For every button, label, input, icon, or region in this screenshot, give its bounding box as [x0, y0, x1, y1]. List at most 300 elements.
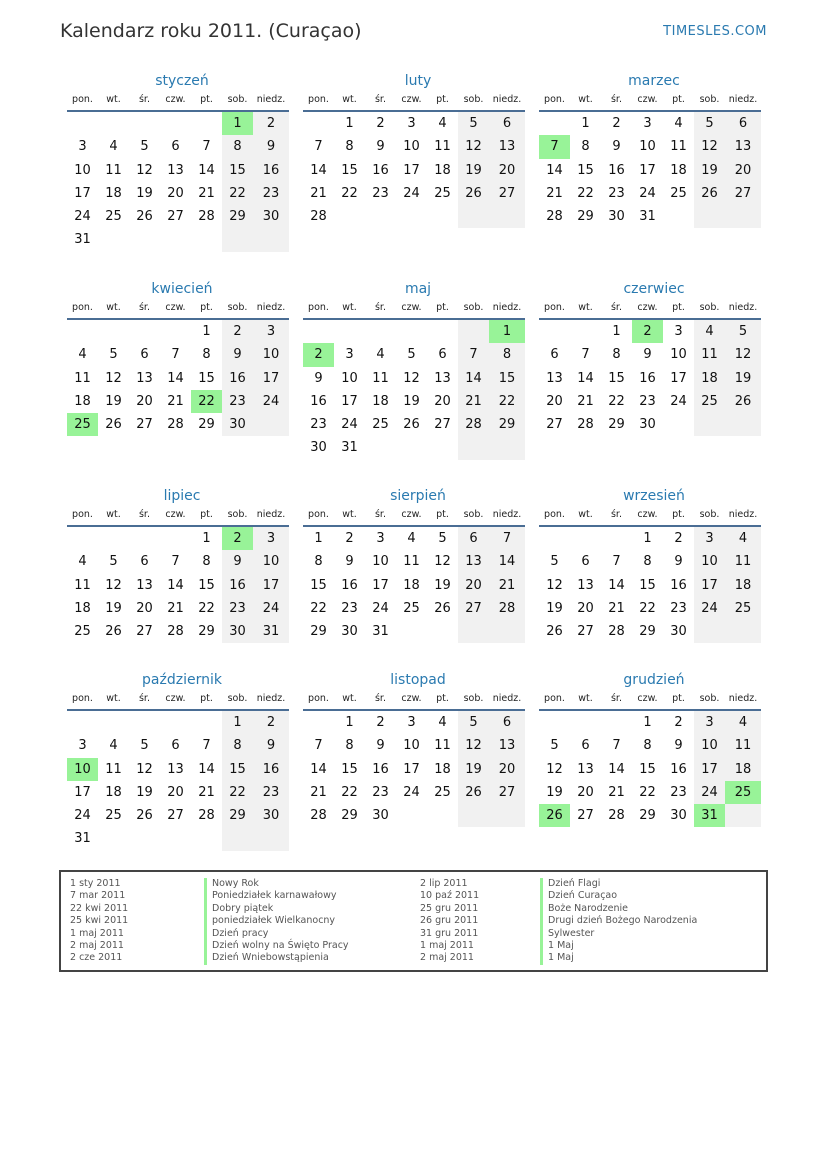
empty-cell: [570, 320, 601, 343]
day-cell: 28: [577, 417, 594, 433]
empty-cell: [98, 320, 129, 343]
empty-cell: [365, 205, 396, 228]
day-cell: 7: [458, 343, 489, 366]
weekday-label: wt.: [578, 693, 593, 704]
day-cell: 18: [434, 761, 451, 777]
day-cell: 11: [725, 734, 761, 757]
day-cell: 6: [171, 738, 180, 754]
week-row: [303, 550, 525, 573]
day-cell: 18: [105, 185, 122, 201]
empty-cell: [489, 436, 525, 459]
empty-cell: [601, 711, 632, 734]
day-cell: 5: [550, 738, 559, 754]
day-cell: 15: [310, 577, 327, 593]
day-cell: 27: [458, 597, 489, 620]
day-cell: 22: [341, 185, 358, 201]
holiday-name: Dzień Wniebowstąpienia: [204, 952, 349, 964]
week-row: [539, 135, 761, 158]
month-październik: [67, 671, 289, 851]
week-row: [303, 343, 525, 366]
day-cell: 26: [434, 600, 451, 616]
day-cell: 28: [198, 808, 215, 824]
day-cell: 28: [546, 209, 563, 225]
day-cell: 13: [458, 550, 489, 573]
day-cell: 10: [372, 554, 389, 570]
day-cell: 6: [489, 711, 525, 734]
day-cell: 25: [434, 784, 451, 800]
day-cell: 11: [725, 550, 761, 573]
day-cell: 10: [403, 139, 420, 155]
month-grid: [303, 92, 525, 228]
day-cell: 19: [403, 393, 420, 409]
day-cell: 12: [458, 734, 489, 757]
weekday-label: sob.: [463, 693, 484, 704]
day-cell: 5: [458, 711, 489, 734]
day-cell: 6: [438, 347, 447, 363]
empty-cell: [663, 413, 694, 436]
weekday-label: wt.: [578, 509, 593, 520]
day-cell: 6: [458, 527, 489, 550]
day-cell: 2: [253, 112, 289, 135]
day-cell: 21: [310, 784, 327, 800]
weekday-label: pt.: [436, 302, 449, 313]
empty-cell: [98, 112, 129, 135]
holiday-date: 2 lip 2011: [420, 878, 468, 889]
day-cell: 15: [341, 162, 358, 178]
empty-cell: [334, 205, 365, 228]
day-cell: 2: [222, 527, 253, 550]
day-cell: 25: [67, 413, 98, 436]
day-cell: 20: [489, 159, 525, 182]
day-cell: 25: [105, 209, 122, 225]
weekday-header: [67, 92, 289, 112]
day-cell: 8: [643, 738, 652, 754]
day-cell: 22: [222, 781, 253, 804]
day-cell: 29: [310, 624, 327, 640]
empty-cell: [570, 527, 601, 550]
month-kwiecień: [67, 280, 289, 436]
holiday-name: Poniedziałek karnawałowy: [204, 890, 349, 902]
weekday-label: pt.: [200, 693, 213, 704]
day-cell: 23: [253, 182, 289, 205]
empty-cell: [191, 711, 222, 734]
day-cell: 1: [643, 531, 652, 546]
week-row: [539, 758, 761, 781]
week-row: [303, 597, 525, 620]
day-cell: 6: [581, 738, 590, 754]
day-cell: 31: [74, 232, 91, 248]
day-cell: 10: [67, 758, 98, 781]
weekday-label: sob.: [699, 693, 720, 704]
day-cell: 18: [74, 600, 91, 616]
empty-cell: [303, 711, 334, 734]
week-row: [67, 367, 289, 390]
day-cell: 12: [434, 554, 451, 570]
empty-cell: [129, 112, 160, 135]
month-name: listopad: [390, 672, 446, 688]
day-cell: 13: [434, 370, 451, 386]
day-cell: 14: [167, 370, 184, 386]
empty-cell: [253, 228, 289, 251]
day-cell: 13: [577, 577, 594, 593]
week-row: [539, 597, 761, 620]
weekday-header: [539, 507, 761, 527]
empty-cell: [694, 620, 725, 643]
holiday-date: 2 maj 2011: [70, 940, 124, 952]
week-row: [303, 620, 525, 643]
day-cell: 17: [74, 784, 91, 800]
day-cell: 21: [198, 185, 215, 201]
weekday-label: śr.: [610, 693, 622, 704]
day-cell: 6: [489, 112, 525, 135]
day-cell: 10: [74, 162, 91, 178]
day-cell: 8: [345, 139, 354, 155]
day-cell: 3: [78, 139, 87, 155]
day-cell: 9: [314, 370, 323, 386]
day-cell: 24: [639, 185, 656, 201]
empty-cell: [98, 827, 129, 850]
weekday-label: niedz.: [728, 302, 758, 313]
day-cell: 24: [403, 784, 420, 800]
day-cell: 9: [612, 139, 621, 155]
holiday-date: 2 cze 2011: [70, 952, 123, 964]
week-row: [67, 620, 289, 643]
day-cell: 30: [222, 620, 253, 643]
day-cell: 1: [612, 324, 621, 339]
week-row: [303, 781, 525, 804]
day-cell: 28: [167, 417, 184, 433]
day-cell: 3: [694, 527, 725, 550]
day-cell: 18: [403, 577, 420, 593]
week-row: [539, 390, 761, 413]
day-cell: 13: [167, 761, 184, 777]
day-cell: 24: [372, 600, 389, 616]
day-cell: 9: [253, 135, 289, 158]
day-cell: 11: [694, 343, 725, 366]
day-cell: 25: [434, 185, 451, 201]
week-row: [539, 159, 761, 182]
weekday-label: pon.: [72, 94, 93, 105]
day-cell: 15: [577, 162, 594, 178]
empty-cell: [458, 436, 489, 459]
day-cell: 11: [434, 139, 451, 155]
day-cell: 17: [403, 761, 420, 777]
holiday-date: 10 paź 2011: [420, 890, 480, 902]
day-cell: 11: [74, 577, 91, 593]
holiday-name: Dzień Curaçao: [540, 890, 697, 902]
empty-cell: [365, 320, 396, 343]
day-cell: 6: [581, 554, 590, 570]
holiday-date: 1 sty 2011: [70, 878, 121, 889]
month-listopad: [303, 671, 525, 827]
day-cell: 4: [407, 531, 416, 546]
weekday-label: czw.: [637, 693, 658, 704]
day-cell: 15: [222, 758, 253, 781]
day-cell: 7: [202, 738, 211, 754]
day-cell: 15: [489, 367, 525, 390]
day-cell: 28: [608, 624, 625, 640]
day-cell: 2: [674, 715, 683, 730]
day-cell: 20: [167, 185, 184, 201]
day-cell: 19: [136, 784, 153, 800]
day-cell: 4: [438, 715, 447, 730]
day-cell: 12: [694, 135, 725, 158]
weekday-label: niedz.: [492, 693, 522, 704]
day-cell: 21: [608, 784, 625, 800]
empty-cell: [160, 228, 191, 251]
day-cell: 31: [341, 440, 358, 456]
empty-cell: [129, 320, 160, 343]
empty-cell: [396, 804, 427, 827]
weekday-label: niedz.: [256, 693, 286, 704]
day-cell: 8: [222, 734, 253, 757]
empty-cell: [396, 320, 427, 343]
day-cell: 15: [341, 761, 358, 777]
day-cell: 2: [674, 531, 683, 546]
empty-cell: [458, 320, 489, 343]
empty-cell: [458, 804, 489, 827]
day-cell: 16: [639, 370, 656, 386]
day-cell: 16: [670, 761, 687, 777]
day-cell: 21: [167, 600, 184, 616]
day-cell: 14: [310, 162, 327, 178]
day-cell: 10: [670, 347, 687, 363]
day-cell: 25: [670, 185, 687, 201]
empty-cell: [427, 205, 458, 228]
holiday-date: 7 mar 2011: [70, 890, 126, 902]
day-cell: 19: [546, 600, 563, 616]
day-cell: 3: [407, 715, 416, 730]
week-row: [303, 205, 525, 228]
weekday-header: [539, 691, 761, 711]
month-grid: [303, 300, 525, 460]
day-cell: 17: [253, 574, 289, 597]
month-grid: [539, 507, 761, 643]
day-cell: 8: [581, 139, 590, 155]
brand-link[interactable]: TIMESLES.COM: [663, 24, 767, 39]
day-cell: 24: [74, 209, 91, 225]
empty-cell: [191, 228, 222, 251]
day-cell: 27: [167, 209, 184, 225]
empty-cell: [539, 320, 570, 343]
weekday-label: sob.: [463, 509, 484, 520]
month-grid: [303, 507, 525, 643]
day-cell: 7: [581, 347, 590, 363]
day-cell: 20: [136, 393, 153, 409]
weekday-header: [539, 300, 761, 320]
month-name: październik: [142, 672, 222, 688]
empty-cell: [98, 228, 129, 251]
month-styczeń: [67, 72, 289, 252]
day-cell: 12: [136, 761, 153, 777]
empty-cell: [725, 620, 761, 643]
holiday-date: 2 maj 2011: [420, 952, 474, 964]
day-cell: 30: [341, 624, 358, 640]
day-cell: 1: [489, 320, 525, 343]
month-name: marzec: [628, 73, 680, 89]
month-lipiec: [67, 487, 289, 643]
weekday-label: czw.: [401, 693, 422, 704]
day-cell: 13: [546, 370, 563, 386]
day-cell: 5: [438, 531, 447, 546]
day-cell: 14: [489, 550, 525, 573]
day-cell: 11: [105, 162, 122, 178]
weekday-header: [303, 507, 525, 527]
day-cell: 13: [577, 761, 594, 777]
empty-cell: [694, 205, 725, 228]
day-cell: 1: [222, 112, 253, 135]
weekday-label: niedz.: [256, 94, 286, 105]
day-cell: 10: [341, 370, 358, 386]
weekday-label: czw.: [637, 302, 658, 313]
weekday-label: śr.: [138, 302, 150, 313]
day-cell: 4: [694, 320, 725, 343]
day-cell: 19: [458, 758, 489, 781]
day-cell: 26: [136, 209, 153, 225]
day-cell: 11: [372, 370, 389, 386]
week-row: [539, 320, 761, 343]
day-cell: 28: [458, 413, 489, 436]
weekday-label: śr.: [374, 302, 386, 313]
day-cell: 4: [725, 527, 761, 550]
month-name: czerwiec: [623, 281, 685, 297]
weekday-header: [303, 691, 525, 711]
day-cell: 22: [222, 182, 253, 205]
day-cell: 2: [376, 116, 385, 131]
week-row: [303, 758, 525, 781]
day-cell: 12: [105, 577, 122, 593]
weekday-label: sob.: [699, 94, 720, 105]
day-cell: 27: [167, 808, 184, 824]
day-cell: 20: [458, 574, 489, 597]
week-row: [67, 413, 289, 436]
weekday-label: niedz.: [492, 94, 522, 105]
weekday-label: wt.: [106, 509, 121, 520]
day-cell: 3: [78, 738, 87, 754]
day-cell: 2: [612, 116, 621, 131]
day-cell: 25: [725, 597, 761, 620]
week-row: [303, 135, 525, 158]
day-cell: 21: [489, 574, 525, 597]
week-row: [303, 159, 525, 182]
weekday-header: [539, 92, 761, 112]
week-row: [303, 182, 525, 205]
holiday-dates-column-2: [420, 878, 479, 965]
week-row: [539, 550, 761, 573]
empty-cell: [129, 711, 160, 734]
empty-cell: [303, 112, 334, 135]
day-cell: 26: [458, 182, 489, 205]
holiday-name: Dzień wolny na Święto Pracy: [204, 940, 349, 952]
day-cell: 23: [372, 185, 389, 201]
day-cell: 18: [670, 162, 687, 178]
day-cell: 28: [310, 209, 327, 225]
day-cell: 30: [310, 440, 327, 456]
day-cell: 30: [222, 413, 253, 436]
day-cell: 10: [253, 550, 289, 573]
weekday-label: niedz.: [492, 509, 522, 520]
day-cell: 15: [198, 577, 215, 593]
empty-cell: [98, 711, 129, 734]
day-cell: 31: [74, 831, 91, 847]
day-cell: 29: [608, 417, 625, 433]
weekday-label: śr.: [374, 693, 386, 704]
day-cell: 17: [372, 577, 389, 593]
day-cell: 3: [253, 320, 289, 343]
day-cell: 26: [694, 182, 725, 205]
weekday-label: śr.: [138, 94, 150, 105]
empty-cell: [129, 827, 160, 850]
week-row: [67, 574, 289, 597]
holiday-date: 1 maj 2011: [70, 927, 124, 939]
day-cell: 7: [489, 527, 525, 550]
day-cell: 11: [403, 554, 420, 570]
holiday-names-column-2: [540, 878, 697, 965]
day-cell: 20: [546, 393, 563, 409]
weekday-label: pon.: [544, 509, 565, 520]
day-cell: 21: [198, 784, 215, 800]
day-cell: 16: [341, 577, 358, 593]
empty-cell: [67, 112, 98, 135]
empty-cell: [365, 436, 396, 459]
week-row: [303, 320, 525, 343]
day-cell: 26: [458, 781, 489, 804]
week-row: [539, 574, 761, 597]
day-cell: 1: [202, 531, 211, 546]
day-cell: 24: [74, 808, 91, 824]
day-cell: 7: [314, 738, 323, 754]
day-cell: 21: [577, 393, 594, 409]
day-cell: 14: [608, 761, 625, 777]
day-cell: 4: [78, 347, 87, 363]
day-cell: 31: [639, 209, 656, 225]
day-cell: 29: [198, 417, 215, 433]
day-cell: 18: [725, 758, 761, 781]
holiday-name: 1 Maj: [540, 940, 697, 952]
day-cell: 26: [105, 624, 122, 640]
holiday-name: Dzień pracy: [204, 928, 349, 940]
weekday-label: czw.: [401, 509, 422, 520]
month-luty: [303, 72, 525, 228]
day-cell: 14: [546, 162, 563, 178]
weekday-label: niedz.: [728, 94, 758, 105]
weekday-label: pt.: [672, 509, 685, 520]
weekday-label: pon.: [544, 302, 565, 313]
day-cell: 30: [670, 808, 687, 824]
month-maj: [303, 280, 525, 460]
day-cell: 7: [171, 554, 180, 570]
weekday-label: śr.: [138, 509, 150, 520]
day-cell: 7: [539, 135, 570, 158]
month-name: grudzień: [623, 672, 685, 688]
week-row: [67, 320, 289, 343]
day-cell: 26: [403, 417, 420, 433]
empty-cell: [539, 711, 570, 734]
day-cell: 11: [670, 139, 687, 155]
day-cell: 2: [345, 531, 354, 546]
day-cell: 29: [639, 624, 656, 640]
empty-cell: [396, 205, 427, 228]
day-cell: 25: [74, 624, 91, 640]
weekday-label: sob.: [227, 693, 248, 704]
week-row: [67, 390, 289, 413]
day-cell: 28: [310, 808, 327, 824]
empty-cell: [663, 205, 694, 228]
day-cell: 10: [253, 343, 289, 366]
week-row: [303, 711, 525, 734]
day-cell: 4: [725, 711, 761, 734]
day-cell: 16: [253, 758, 289, 781]
